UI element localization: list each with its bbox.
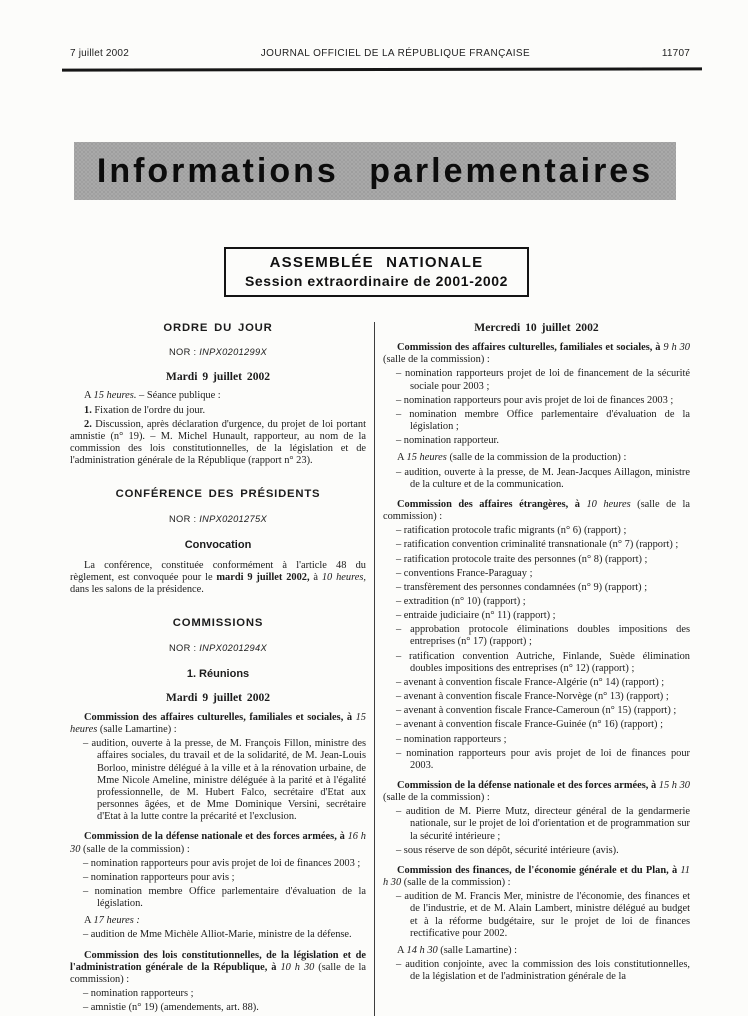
text-run: à — [309, 572, 322, 584]
page-number: 11707 — [661, 48, 690, 59]
text-run: Mercredi 10 juillet 2002 — [474, 321, 599, 334]
text-run: A — [84, 915, 94, 927]
text-run: – avenant à convention fiscale France-Algérie (n° 14) (rapport) ; — [396, 676, 665, 688]
header-rule — [62, 67, 702, 71]
text-run: mardi 9 juillet 2002, — [216, 572, 310, 584]
text-run: 10 heures, — [321, 572, 366, 584]
list-item — [383, 734, 690, 746]
text-run: 15 heures — [406, 452, 447, 464]
text-run: (salle de la commission) : — [383, 354, 490, 366]
list-item — [383, 409, 690, 433]
text-run: A — [397, 944, 407, 956]
section-heading — [70, 488, 366, 500]
text-run: – avenant à convention fiscale France-Guinée (n° 16) (rapport) ; — [396, 719, 663, 731]
text-run: – avenant à convention fiscale France-Cameroun (n° 15) (rapport) ; — [396, 705, 677, 717]
text-run: INPX0201299X — [199, 347, 267, 358]
list-item — [383, 719, 690, 731]
list-item — [383, 539, 690, 551]
text-run: – entraide judiciaire (n° 11) (rapport) ; — [396, 610, 556, 622]
list-item — [383, 624, 690, 648]
text-run: 14 h 30 — [406, 944, 438, 956]
paragraph — [70, 560, 366, 596]
commission-heading — [70, 712, 366, 736]
text-run: CONFÉRENCE DES PRÉSIDENTS — [115, 488, 321, 501]
list-item — [383, 677, 690, 689]
text-run: Convocation — [184, 538, 252, 551]
paragraph — [70, 405, 366, 417]
text-run: – ratification protocole traite des personnes (n° 8) (rapport) ; — [396, 553, 648, 565]
text-run: COMMISSIONS — [172, 617, 264, 630]
text-run: – nomination rapporteurs pour avis ; — [83, 871, 235, 883]
list-item — [383, 806, 690, 842]
list-item — [383, 582, 690, 594]
list-item — [383, 705, 690, 717]
text-run: dans les salons de la présidence. — [70, 584, 204, 596]
list-item — [70, 929, 366, 941]
text-run: Commission des affaires culturelles, familiales et sociales, à — [84, 711, 356, 723]
commission-heading — [383, 499, 690, 523]
text-run: – nomination rapporteurs pour avis projet de loi de finances 2003 ; — [396, 394, 674, 406]
nor-line — [70, 642, 366, 654]
list-item — [383, 845, 690, 857]
list-item — [70, 738, 366, 823]
commission-heading — [383, 780, 690, 804]
text-run: 11 h 30 — [383, 864, 690, 889]
time-line — [383, 452, 690, 464]
commission-heading — [70, 950, 366, 986]
text-run: – nomination rapporteurs pour avis projet de loi de finances pour 2003. — [396, 747, 690, 771]
text-run: (salle Lamartine) : — [97, 724, 177, 736]
text-run: – audition de Mme Michèle Alliot-Marie, ministre de la défense. — [83, 929, 352, 941]
text-run: (salle de la commission de la production) : — [446, 452, 627, 464]
text-run: 10 h 30 — [280, 961, 315, 973]
time-line — [70, 390, 366, 402]
list-item — [383, 568, 690, 580]
commission-heading — [383, 865, 690, 889]
sub-heading — [70, 539, 366, 551]
text-run: (salle Lamartine) : — [437, 944, 518, 956]
text-run: – sous réserve de son dépôt, sécurité intérieure (avis). — [396, 844, 619, 856]
text-run: INPX0201275X — [199, 513, 267, 524]
text-run: Commission des affaires culturelles, familiales et sociales, à — [397, 342, 664, 354]
text-run: Discussion, après déclaration d'urgence, du projet de loi portant amnistie (n° 19). – M. Michel Hunault, rapporteur, au nom de la commission des lois constitutionnelles, de la législation et de l'administration générale de la République (rapport n° 23). — [70, 418, 366, 467]
list-item — [70, 872, 366, 884]
text-run: (salle de la commission) : — [383, 498, 690, 523]
section-heading — [70, 617, 366, 629]
text-run: Fixation de l'ordre du jour. — [91, 404, 206, 416]
text-run: 15 h 30 — [658, 780, 690, 791]
text-run: INPX0201294X — [199, 642, 267, 653]
list-item — [383, 525, 690, 537]
text-run: 17 heures : — [93, 915, 140, 927]
list-item — [70, 1002, 366, 1014]
text-run: (salle de la commission) : — [80, 843, 190, 855]
text-run: Commission des affaires étrangères, à — [397, 498, 587, 510]
list-item — [70, 886, 366, 910]
left-column — [70, 322, 366, 1016]
list-item — [383, 651, 690, 675]
text-run: La conférence, constituée conformément à l'article 48 du règlement, est convoquée pour le — [70, 559, 366, 584]
text-run: – audition conjointe, avec la commission des lois constitutionnelles, de la législation et de l'administration générale de la — [396, 959, 690, 983]
text-run: 2. — [84, 418, 92, 430]
session-box — [224, 247, 529, 297]
text-run: – nomination rapporteurs ; — [83, 988, 194, 1000]
commission-heading — [70, 831, 366, 855]
time-line — [70, 915, 366, 927]
list-item — [383, 691, 690, 703]
text-run: – avenant à convention fiscale France-Norvège (n° 13) (rapport) ; — [396, 691, 669, 703]
text-run: – nomination membre Office parlementaire d'évaluation de la législation. — [83, 886, 366, 910]
text-run: – Séance publique : — [136, 390, 221, 402]
text-run: – ratification protocole trafic migrants (n° 6) (rapport) ; — [396, 525, 627, 537]
text-run: 10 heures — [586, 498, 631, 510]
banner — [74, 142, 676, 200]
text-run: 1. Réunions — [186, 667, 250, 680]
text-run: – transfèrement des personnes condamnées (n° 9) (rapport) ; — [396, 581, 648, 593]
text-run: – nomination rapporteurs projet de loi de financement de la sécurité sociale pour 2003 ; — [396, 368, 690, 392]
text-run: Commission de la défense nationale et des forces armées, à — [397, 780, 659, 791]
column-divider — [374, 322, 375, 1016]
text-run: – ratification convention criminalité transnationale (n° 7) (rapport) ; — [396, 539, 679, 551]
text-run: Commission des finances, de l'économie générale et du Plan, à — [397, 864, 681, 876]
text-run: – nomination membre Office parlementaire d'évaluation de la législation ; — [396, 408, 690, 433]
text-run: – nomination rapporteurs ; — [396, 733, 507, 745]
nor-line — [70, 346, 366, 358]
list-item — [383, 368, 690, 392]
text-run: Commission des lois constitutionnelles, de la législation et de l'administration générale de la République, à — [70, 949, 366, 973]
list-item — [383, 891, 690, 940]
text-run: – audition, ouverte à la presse, de M. Jean-Jacques Aillagon, ministre de la culture et de la communication. — [396, 466, 690, 490]
text-run: – audition de M. Pierre Mutz, directeur général de la gendarmerie nationale, sur le projet de loi d'orientation et de programmation sur la sécurité intérieure ; — [396, 806, 690, 842]
text-run: (salle de la commission) : — [70, 961, 367, 985]
text-run: (salle de la commission) : — [383, 792, 490, 804]
text-run: – approbation protocole éliminations doubles impositions des entreprises (n° 17) (rapport) ; — [396, 624, 690, 648]
nor-line — [70, 513, 366, 525]
text-run: – nomination rapporteur. — [396, 435, 500, 447]
text-run: – conventions France-Paraguay ; — [396, 567, 533, 579]
time-line — [383, 945, 690, 957]
paragraph — [70, 419, 366, 468]
text-run: 15 heures. — [93, 390, 137, 402]
page-header — [70, 48, 690, 59]
text-run: – nomination rapporteurs pour avis projet de loi de finances 2003 ; — [83, 857, 361, 869]
text-run: ORDRE DU JOUR — [163, 322, 273, 334]
banner-title: Informations parlementaires — [96, 151, 654, 190]
session-subtitle: Session extraordinaire de 2001-2002 — [244, 273, 509, 289]
date-heading — [383, 322, 690, 334]
text-run: – extradition (n° 10) (rapport) ; — [396, 595, 526, 607]
list-item — [383, 554, 690, 566]
list-item — [383, 748, 690, 772]
date-heading — [70, 371, 366, 383]
list-item — [70, 858, 366, 870]
text-run: (salle de la commission) : — [401, 877, 511, 889]
list-item — [383, 395, 690, 407]
assembly-title: ASSEMBLÉE NATIONALE — [269, 254, 484, 271]
list-item — [383, 435, 690, 447]
text-run: – ratification convention Autriche, Finlande, Suède élimination doubles impositions des entreprises (n° 12) (rapport) ; — [396, 650, 690, 674]
text-run: Commission de la défense nationale et des forces armées, à — [84, 831, 348, 843]
header-date: 7 juillet 2002 — [70, 48, 129, 59]
right-column — [383, 322, 690, 1016]
text-run: 16 h 30 — [70, 831, 366, 855]
journal-title: JOURNAL OFFICIEL DE LA RÉPUBLIQUE FRANÇAISE — [260, 48, 531, 59]
content-columns — [70, 322, 690, 1016]
text-run: – audition, ouverte à la presse, de M. François Fillon, ministre des affaires sociales, du travail et de la solidarité, de M. Jean-Louis Borloo, ministre délégué à la ville et à la rénovation urbaine, de Mme Nicole Ameline, ministre déléguée à la parité et à l'égalité professionnelle, de M. Hubert Falco, secrétaire d'Etat aux personnes âgées, et de Mme Dominique Versini, secrétaire d'Etat à la lutte contre la précarité et l'exclusion. — [83, 738, 366, 823]
text-run: 9 h 30 — [663, 342, 690, 354]
text-run: 1. — [84, 404, 92, 416]
text-run: A — [397, 452, 407, 464]
list-item — [383, 596, 690, 608]
text-run: A — [84, 390, 94, 402]
list-item — [383, 610, 690, 622]
text-run: Mardi 9 juillet 2002 — [165, 370, 271, 384]
sub-heading — [70, 668, 366, 680]
text-run: NOR : — [169, 347, 200, 358]
date-heading — [70, 692, 366, 704]
section-heading — [70, 322, 366, 334]
text-run: NOR : — [169, 513, 200, 524]
text-run: 15 heures — [70, 711, 366, 736]
text-run: – audition de M. Francis Mer, ministre de l'économie, des finances et de l'industrie, et de M. Alain Lambert, ministre délégué au budget et à la réforme budgétaire, sur le projet de loi de finances rectificative pour 2002. — [396, 891, 690, 939]
text-run: Mardi 9 juillet 2002 — [165, 690, 271, 704]
commission-heading — [383, 342, 690, 366]
list-item — [383, 959, 690, 983]
list-item — [383, 467, 690, 491]
text-run: NOR : — [169, 642, 200, 653]
text-run: – amnistie (n° 19) (amendements, art. 88). — [83, 1002, 259, 1014]
